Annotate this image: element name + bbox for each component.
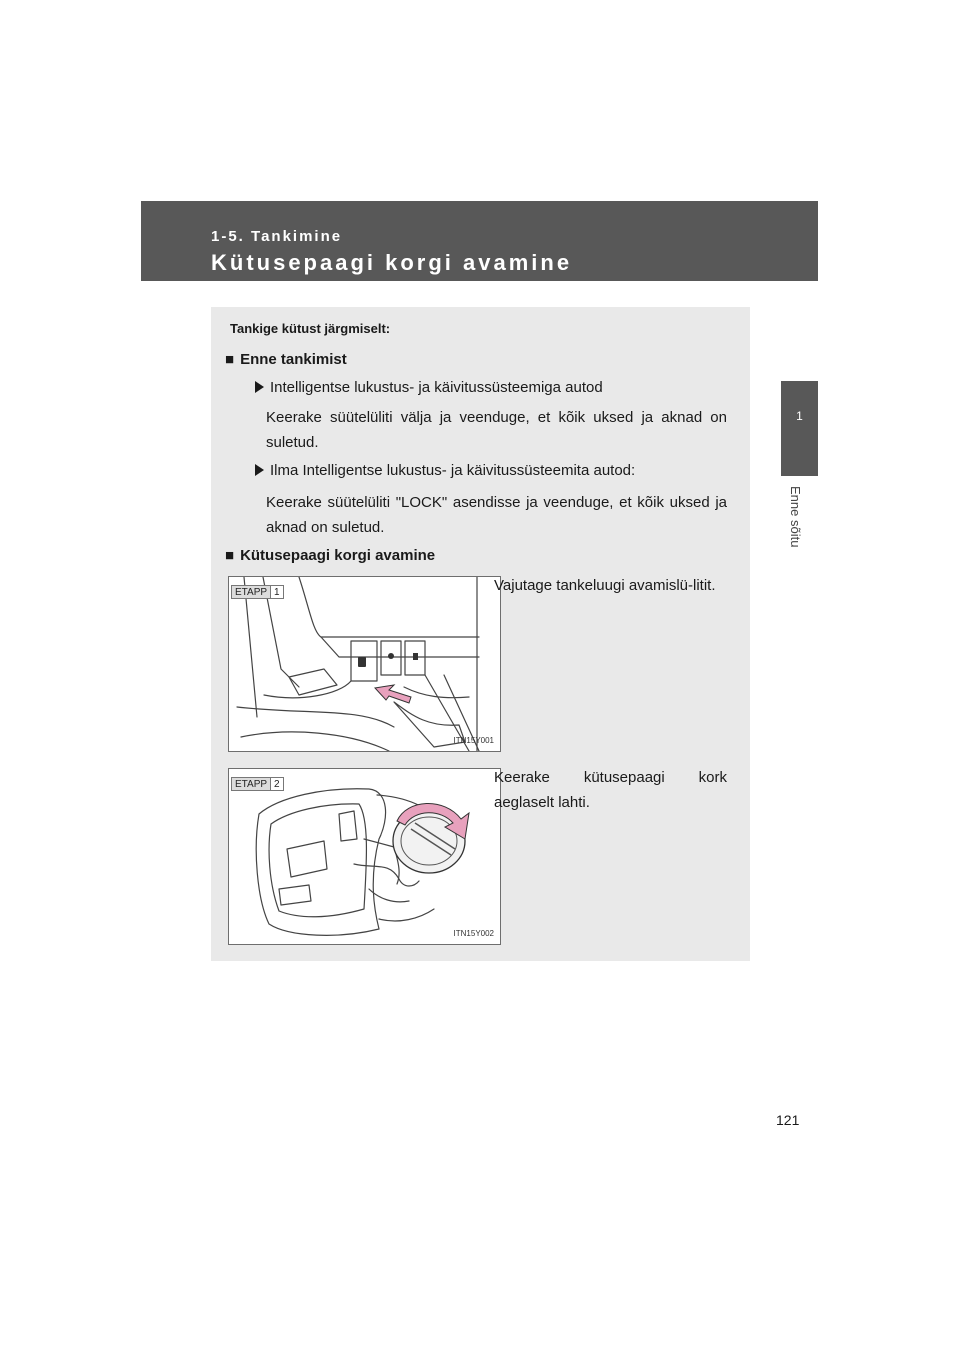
content-panel — [211, 307, 750, 961]
bullet-text: Ilma Intelligentse lukustus- ja käivitussüsteemita autod: — [270, 462, 636, 479]
figure-step-2 — [228, 768, 501, 945]
bullet-smart-key — [255, 379, 603, 396]
square-bullet-icon: ■ — [225, 351, 235, 368]
step-badge-label: ETAPP — [231, 585, 271, 599]
step-2-text: Keerake kütusepaagi kork aeglaselt lahti. — [494, 769, 727, 811]
section-number: 1-5. Tankimine — [211, 228, 343, 245]
step-badge-number: 2 — [271, 777, 284, 791]
triangle-bullet-icon — [255, 464, 264, 476]
subheading-before-refueling — [225, 351, 347, 368]
figure-code: ITN15Y002 — [453, 929, 494, 938]
fuel-cap-illustration — [229, 769, 500, 944]
page-number: 121 — [776, 1112, 800, 1128]
chapter-number: 1 — [796, 409, 803, 423]
subheading-text: Kütusepaagi korgi avamine — [240, 547, 436, 564]
triangle-bullet-icon — [255, 381, 264, 393]
page-title: Kütusepaagi korgi avamine — [211, 250, 573, 275]
bullet-text: Intelligentse lukustus- ja käivitussüsteemiga autod — [270, 379, 603, 396]
step-1-text: Vajutage tankeluugi avamislü-litit. — [494, 577, 716, 594]
fuel-door-opener-illustration — [229, 577, 500, 751]
square-bullet-icon: ■ — [225, 547, 235, 564]
subheading-text: Enne tankimist — [240, 351, 347, 368]
intro-text: Tankige kütust järgmiselt: — [230, 321, 391, 336]
step-badge — [231, 777, 284, 791]
paragraph-no-smart-key: Keerake süütelüliti "LOCK" asendisse ja veenduge, et kõik uksed ja aknad on suletud. — [266, 494, 727, 536]
section-header — [141, 201, 818, 281]
bullet-no-smart-key — [255, 462, 635, 479]
figure-code: ITN15Y001 — [453, 736, 494, 745]
subheading-open-cap — [225, 547, 435, 564]
step-badge-label: ETAPP — [231, 777, 271, 791]
paragraph-smart-key: Keerake süütelüliti välja ja veenduge, et kõik uksed ja aknad on suletud. — [266, 409, 727, 451]
chapter-tab — [781, 381, 818, 476]
step-badge — [231, 585, 284, 599]
chapter-label-text: Enne sõitu — [788, 486, 803, 548]
step-badge-number: 1 — [271, 585, 284, 599]
figure-step-1 — [228, 576, 501, 752]
chapter-label — [786, 486, 804, 546]
